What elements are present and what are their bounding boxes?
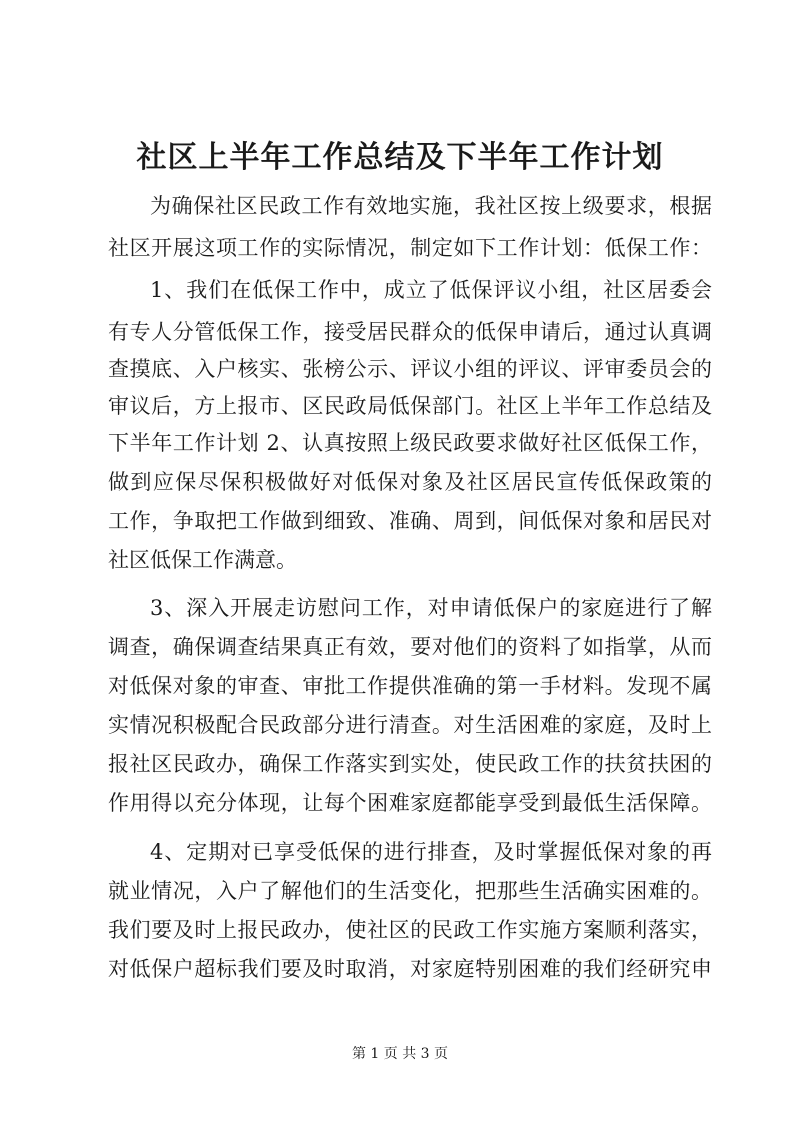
body-line: 对低保对象的审查、审批工作提供准确的第一手材料。发现不属 [108, 674, 712, 698]
body-line: 调查，确保调查结果真正有效，要对他们的资料了如指掌，从而 [108, 635, 712, 659]
body-line: 作用得以充分体现，让每个困难家庭都能享受到最低生活保障。 [108, 791, 712, 815]
body-line: 对低保户超标我们要及时取消，对家庭特别困难的我们经研究申 [108, 957, 712, 981]
document-title: 社区上半年工作总结及下半年工作计划 [136, 140, 664, 175]
body-line: 3、深入开展走访慰问工作，对申请低保户的家庭进行了解 [150, 596, 712, 620]
body-line: 有专人分管低保工作，接受居民群众的低保申请后，通过认真调 [108, 320, 712, 344]
body-line: 工作，争取把工作做到细致、准确、周到，间低保对象和居民对 [108, 509, 712, 533]
body-line: 社区低保工作满意。 [108, 548, 297, 572]
body-line: 我们要及时上报民政办，使社区的民政工作实施方案顺利落实， [108, 918, 712, 942]
body-line: 就业情况，入户了解他们的生活变化，把那些生活确实困难的。 [108, 879, 712, 903]
body-line: 审议后，方上报市、区民政局低保部门。社区上半年工作总结及 [108, 394, 712, 418]
body-line: 为确保社区民政工作有效地实施，我社区按上级要求，根据 [150, 194, 712, 218]
body-line: 4、定期对已享受低保的进行排查，及时掌握低保对象的再 [150, 840, 712, 864]
page-number-footer: 第 1 页 共 3 页 [351, 1046, 449, 1062]
body-line: 1、我们在低保工作中，成立了低保评议小组，社区居委会 [150, 278, 712, 302]
body-line: 实情况积极配合民政部分进行清查。对生活困难的家庭，及时上 [108, 713, 712, 737]
body-line: 报社区民政办，确保工作落实到实处，使民政工作的扶贫扶困的 [108, 752, 712, 776]
body-line: 下半年工作计划 2、认真按照上级民政要求做好社区低保工作， [108, 431, 712, 455]
body-line: 查摸底、入户核实、张榜公示、评议小组的评议、评审委员会的 [108, 357, 712, 381]
body-line: 社区开展这项工作的实际情况，制定如下工作计划：低保工作： [108, 236, 712, 260]
body-line: 做到应保尽保积极做好对低保对象及社区居民宣传低保政策的 [108, 470, 712, 494]
